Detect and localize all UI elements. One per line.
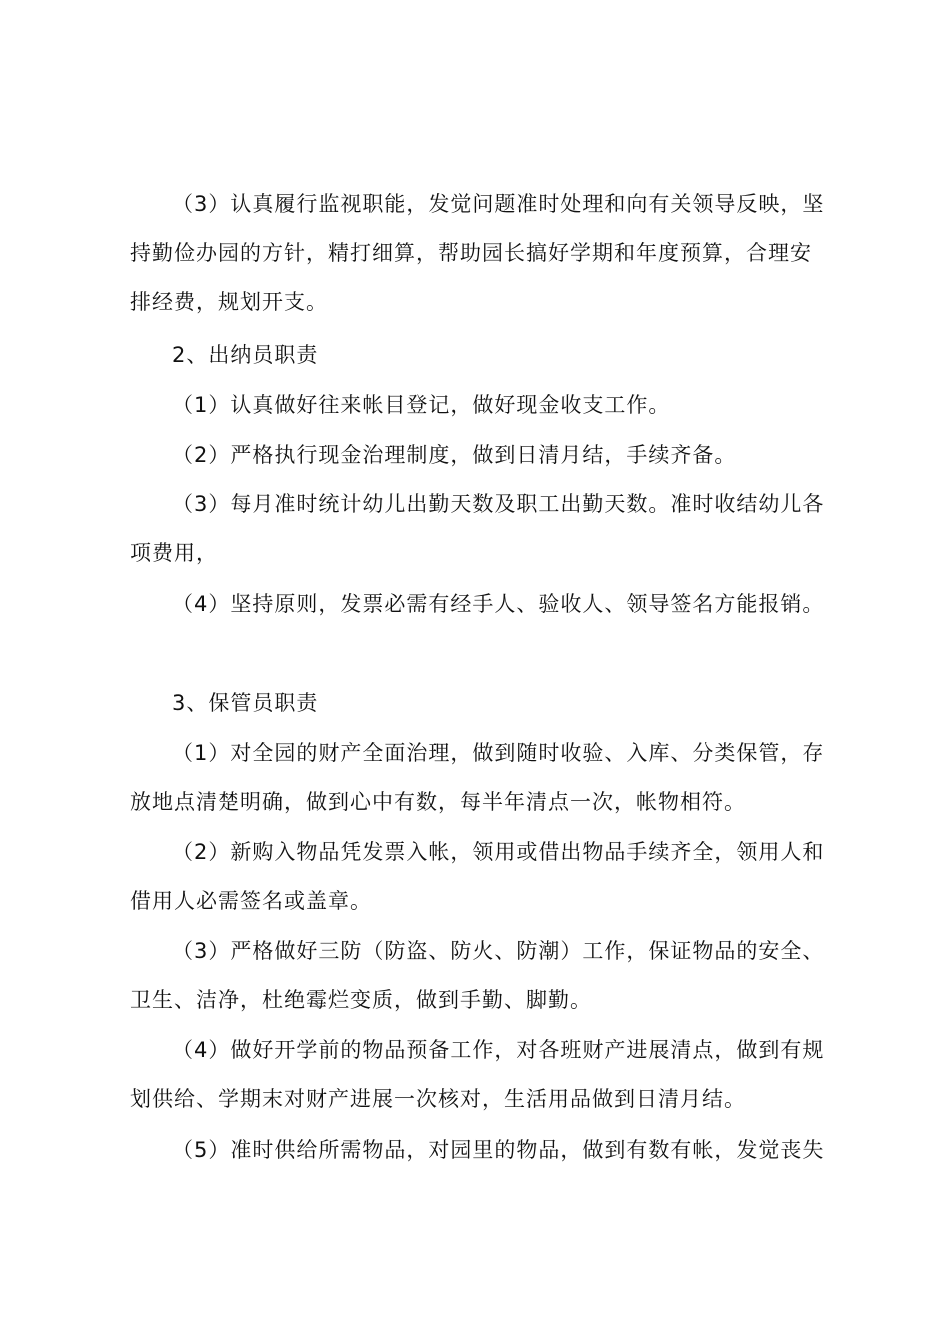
text-line: 持勤俭办园的方针，精打细算，帮助园长搞好学期和年度预算，合理安: [130, 241, 812, 265]
section-heading-cashier: 2、出纳员职责: [172, 343, 319, 367]
text-line: 借用人必需签名或盖章。: [130, 889, 372, 913]
text-line: （4）坚持原则，发票必需有经手人、验收人、领导签名方能报销。: [172, 592, 825, 616]
paragraph-cashier-duty-2: [130, 431, 835, 480]
text-line: 放地点清楚明确，做到心中有数，每半年清点一次，帐物相符。: [130, 790, 746, 814]
text-line: （3）严格做好三防（防盗、防火、防潮）工作，保证物品的安全、: [172, 939, 825, 963]
text-line: 项费用，: [130, 541, 218, 565]
paragraph-accountant-duty-3: [130, 180, 835, 327]
paragraph-cashier-duty-3: [130, 480, 835, 578]
section-heading-custodian: 3、保管员职责: [172, 691, 319, 715]
paragraph-cashier-duty-1: [130, 381, 835, 430]
text-line: （5）准时供给所需物品，对园里的物品，做到有数有帐，发觉丧失: [172, 1138, 825, 1162]
paragraph-custodian-duty-2: [130, 828, 835, 926]
text-line: （1）认真做好往来帐目登记，做好现金收支工作。: [172, 393, 671, 417]
paragraph-custodian-duty-1: [130, 729, 835, 827]
text-line: （4）做好开学前的物品预备工作，对各班财产进展清点，做到有规: [172, 1038, 825, 1062]
text-line: （2）新购入物品凭发票入帐，领用或借出物品手续齐全，领用人和: [172, 840, 825, 864]
paragraph-custodian-duty-3: [130, 927, 835, 1025]
text-line: （1）对全园的财产全面治理，做到随时收验、入库、分类保管，存: [172, 741, 825, 765]
paragraph-custodian-duty-4: [130, 1026, 835, 1124]
text-line: 划供给、学期末对财产进展一次核对，生活用品做到日清月结。: [130, 1087, 746, 1111]
text-line: （2）严格执行现金治理制度，做到日清月结，手续齐备。: [172, 443, 737, 467]
text-line: 排经费，规划开支。: [130, 290, 328, 314]
paragraph-cashier-duty-4: [130, 580, 835, 629]
text-line: 卫生、洁净，杜绝霉烂变质，做到手勤、脚勤。: [130, 988, 592, 1012]
text-line: （3）认真履行监视职能，发觉问题准时处理和向有关领导反映，坚: [172, 192, 825, 216]
text-line: （3）每月准时统计幼儿出勤天数及职工出勤天数。准时收结幼儿各: [172, 492, 825, 516]
paragraph-custodian-duty-5: [130, 1126, 835, 1175]
